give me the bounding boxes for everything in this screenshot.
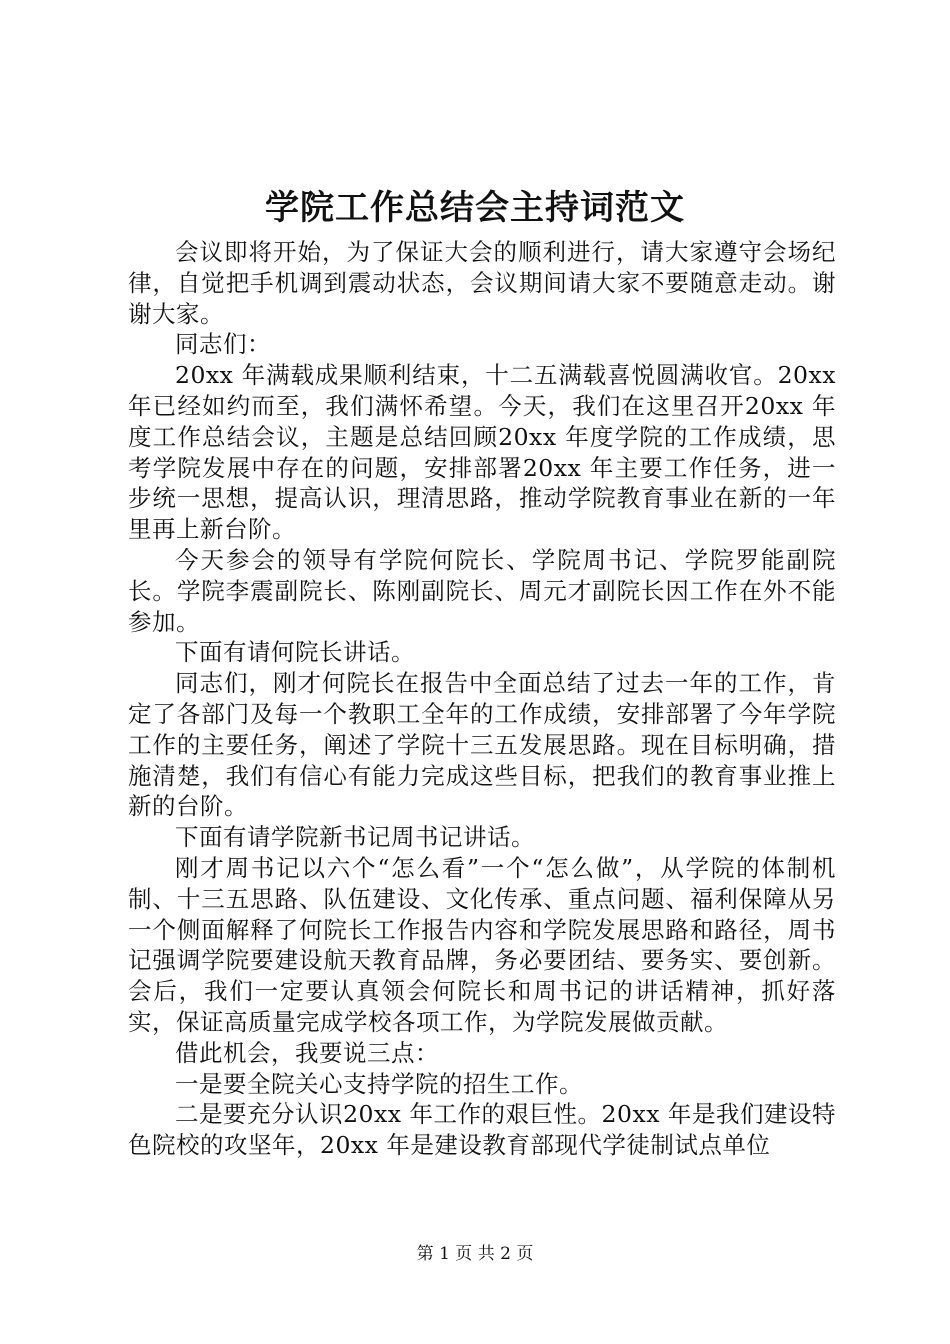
document-title: 学院工作总结会主持词范文: [265, 188, 685, 228]
paragraph-point-one: 一是要全院关心支持学院的招生工作。: [175, 1069, 583, 1098]
paragraph-point-two: 二是要充分认识20xx 年工作的艰巨性。20xx 年是我们建设特色院校的攻坚年，20xx 年是建设教育部现代学徒制试点单位: [128, 1100, 836, 1160]
paragraph-three-points: 借此机会，我要说三点：: [175, 1038, 439, 1067]
paragraph-attendees: 今天参会的领导有学院何院长、学院周书记、学院罗能副院长。学院李震副院长、陈刚副院长、周元才副院长因工作在外不能参加。: [128, 545, 836, 636]
paragraph-president-summary: 同志们，刚才何院长在报告中全面总结了过去一年的工作，肯定了各部门及每一个教职工全年的工作成绩，安排部署了今年学院工作的主要任务，阐述了学院十三五发展思路。现在目标明确，措施清楚，我们有信心有能力完成这些目标，把我们的教育事业推上新的台阶。: [128, 669, 836, 821]
document-body: [128, 237, 836, 1161]
paragraph-greeting: 同志们：: [175, 330, 271, 359]
paragraph-secretary-summary: 刚才周书记以六个“怎么看”一个“怎么做”，从学院的体制机制、十三五思路、队伍建设、文化传承、重点问题、福利保障从另一个侧面解释了何院长工作报告内容和学院发展思路和路径，周书记强调学院要建设航天教育品牌，务必要团结、要务实、要创新。会后，我们一定要认真领会何院长和周书记的讲话精神，抓好落实，保证高质量完成学校各项工作，为学院发展做贡献。: [128, 853, 836, 1036]
paragraph-review: 20xx 年满载成果顺利结束，十二五满载喜悦圆满收官。20xx 年已经如约而至，我们满怀希望。今天，我们在这里召开20xx 年度工作总结会议，主题是总结回顾20xx 年度学院的工作成绩，思考学院发展中存在的问题，安排部署20xx 年主要工作任务，进一步统一思想，提高认识，理清思路，推动学院教育事业在新的一年里再上新台阶。: [128, 361, 836, 544]
paragraph-invite-secretary: 下面有请学院新书记周书记讲话。: [175, 823, 535, 852]
page-footer: 第 1 页 共 2 页: [416, 1244, 534, 1264]
paragraph-invite-president: 下面有请何院长讲话。: [175, 638, 415, 667]
paragraph-opening: 会议即将开始，为了保证大会的顺利进行，请大家遵守会场纪律，自觉把手机调到震动状态，会议期间请大家不要随意走动。谢谢大家。: [128, 238, 836, 328]
